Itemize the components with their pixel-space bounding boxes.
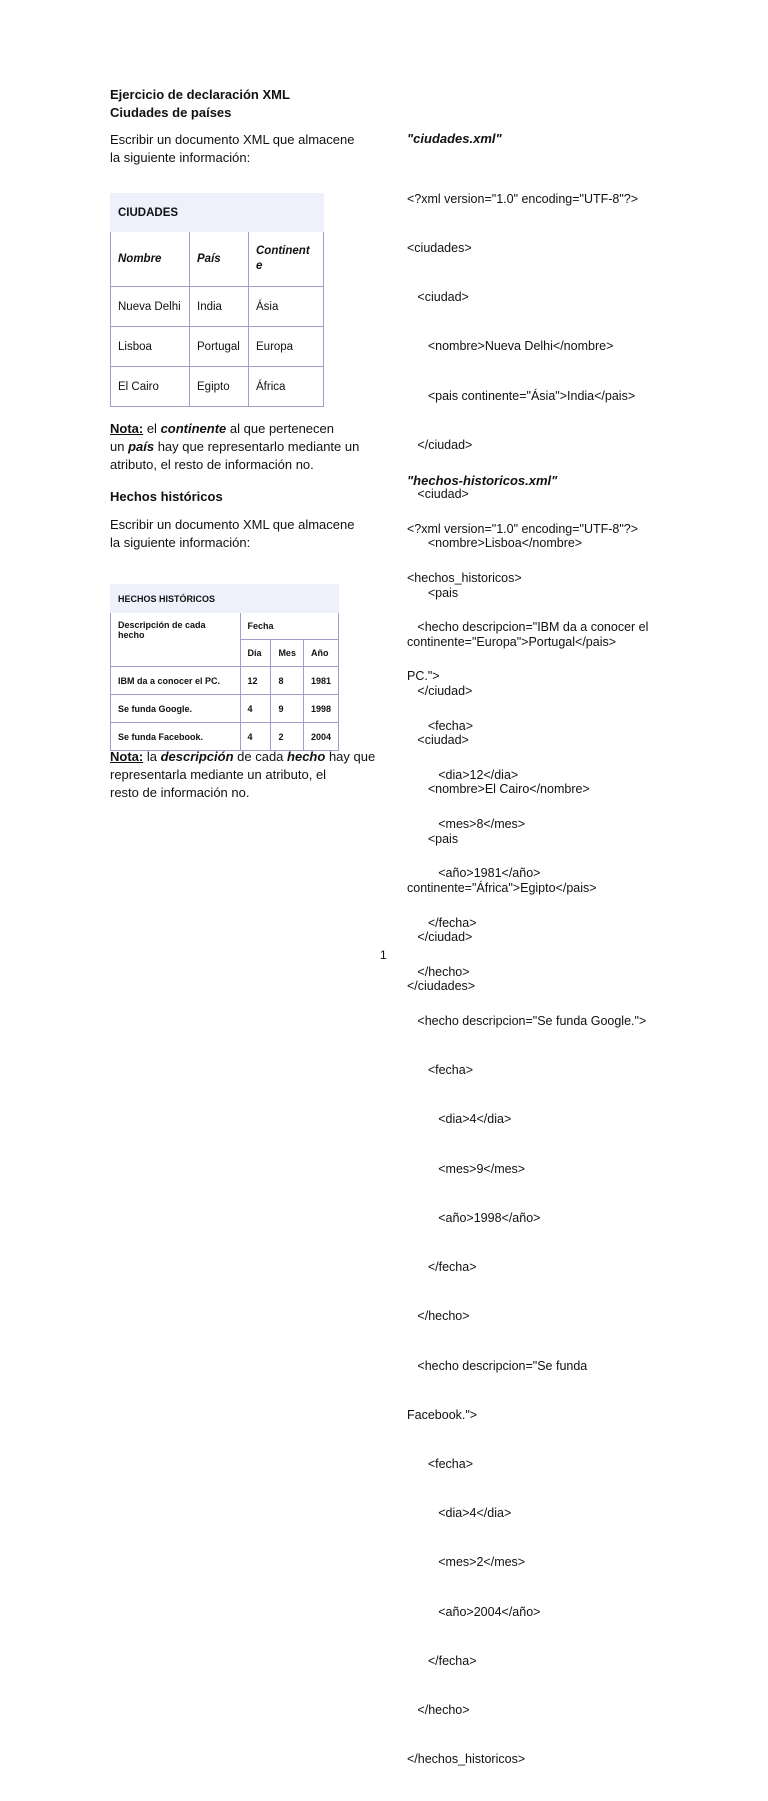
code-line: <hecho descripcion="Se funda <box>407 1358 588 1373</box>
cell-continente: Europa <box>249 327 324 367</box>
intro-2-line-2: la siguiente información: <box>110 535 251 550</box>
cell-dia: 4 <box>240 723 271 751</box>
code-line: <mes>2</mes> <box>407 1555 526 1570</box>
code-line: </fecha> <box>407 1653 477 1668</box>
title-line-2: Ciudades de países <box>110 105 232 120</box>
table-row <box>111 287 324 327</box>
header-mes: Mes <box>271 640 304 667</box>
code-line: <hecho descripcion="Se funda Google."> <box>407 1014 647 1028</box>
code-line: </ciudad> <box>407 437 473 452</box>
cell-descripcion: IBM da a conocer el PC. <box>111 667 241 695</box>
cell-descripcion: Se funda Google. <box>111 695 241 723</box>
cell-nombre: Nueva Delhi <box>111 287 190 327</box>
header-anio: Año <box>303 640 338 667</box>
code-line: <ciudad> <box>407 733 469 748</box>
note-1-line-3: atributo, el resto de información no. <box>110 457 314 472</box>
code-line: <ciudad> <box>407 290 469 305</box>
code-line: continente="África">Egipto</pais> <box>407 880 597 895</box>
code-line: <hecho descripcion="IBM da a conocer el <box>407 620 649 635</box>
code-line: continente="Europa">Portugal</pais> <box>407 634 617 649</box>
code-line: <dia>4</dia> <box>407 1112 512 1127</box>
table-row <box>111 695 339 723</box>
code-title-ciudades: "ciudades.xml" <box>407 131 502 146</box>
table-header-row <box>111 232 324 287</box>
cell-pais: India <box>190 287 249 327</box>
table-row <box>111 667 339 695</box>
table-row <box>111 723 339 751</box>
code-line: <fecha> <box>407 718 474 733</box>
code-line: <nombre>El Cairo</nombre> <box>407 782 590 797</box>
intro-2-line-1: Escribir un documento XML que almacene <box>110 517 355 532</box>
note-emphasis: continente <box>160 421 227 436</box>
intro-paragraph-2 <box>110 516 354 552</box>
page-title <box>110 86 290 122</box>
code-line: <mes>9</mes> <box>407 1161 526 1176</box>
table-row <box>111 367 324 407</box>
intro-1-line-2: la siguiente información: <box>110 150 251 165</box>
header-pais: País <box>190 232 249 287</box>
code-line: <dia>12</dia> <box>407 767 519 782</box>
events-table <box>110 584 339 751</box>
cell-dia: 4 <box>240 695 271 723</box>
header-nombre: Nombre <box>111 232 190 287</box>
cell-mes: 8 <box>271 667 304 695</box>
code-line: Facebook."> <box>407 1407 478 1422</box>
cell-anio: 1998 <box>303 695 338 723</box>
note-1-line-1 <box>110 420 359 438</box>
code-line: </fecha> <box>407 1260 477 1275</box>
note-text: un <box>110 439 129 454</box>
header-continente <box>249 232 324 287</box>
code-line: <dia>4</dia> <box>407 1506 512 1521</box>
cell-anio: 1981 <box>303 667 338 695</box>
code-line: <año>2004</año> <box>407 1604 541 1619</box>
cell-continente: Ásia <box>249 287 324 327</box>
note-emphasis: hecho <box>287 749 326 764</box>
code-line: <nombre>Nueva Delhi</nombre> <box>407 339 614 354</box>
cell-pais: Portugal <box>190 327 249 367</box>
cell-dia: 12 <box>240 667 271 695</box>
code-line: <nombre>Lisboa</nombre> <box>407 536 583 551</box>
intro-paragraph-1 <box>110 131 354 167</box>
note-text: hay que <box>325 749 376 764</box>
cell-nombre: Lisboa <box>111 327 190 367</box>
cell-mes: 2 <box>271 723 304 751</box>
note-label: Nota: <box>110 421 144 436</box>
note-2-line-3: resto de información no. <box>110 785 250 800</box>
note-text: hay que representarlo mediante un <box>154 439 360 454</box>
intro-1-line-1: Escribir un documento XML que almacene <box>110 132 355 147</box>
note-label: Nota: <box>110 749 144 764</box>
code-line: </fecha> <box>407 915 477 930</box>
note-2 <box>110 748 375 802</box>
page-number: 1 <box>380 948 387 962</box>
note-emphasis: país <box>128 439 155 454</box>
note-text: al que pertenecen <box>226 421 334 436</box>
note-1 <box>110 420 359 474</box>
code-line: <hechos_historicos> <box>407 571 522 586</box>
cell-nombre: El Cairo <box>111 367 190 407</box>
code-line: PC."> <box>407 669 440 684</box>
code-line: </ciudades> <box>407 979 476 994</box>
code-line: <fecha> <box>407 1456 474 1471</box>
note-text: el <box>143 421 161 436</box>
header-fecha: Fecha <box>240 613 338 640</box>
code-line: <año>1981</año> <box>407 866 541 881</box>
cities-table <box>110 193 324 407</box>
code-line: </ciudad> <box>407 684 473 698</box>
cell-descripcion: Se funda Facebook. <box>111 723 241 751</box>
code-line: <pais <box>407 831 459 846</box>
table-header-row <box>111 613 339 640</box>
code-line: <fecha> <box>407 1063 474 1078</box>
cell-anio: 2004 <box>303 723 338 751</box>
note-emphasis: descripción <box>160 749 234 764</box>
code-line: </hecho> <box>407 964 470 979</box>
code-line: </hechos_historicos> <box>407 1752 526 1767</box>
note-2-line-2: representarla mediante un atributo, el <box>110 767 327 782</box>
code-line: </hecho> <box>407 1703 470 1718</box>
header-continente-part-2: e <box>256 260 263 272</box>
code-line: <ciudades> <box>407 241 472 256</box>
code-line: <año>1998</año> <box>407 1210 541 1225</box>
table-row <box>111 327 324 367</box>
header-dia: Día <box>240 640 271 667</box>
events-table-caption: HECHOS HISTÓRICOS <box>111 585 339 613</box>
cities-table-caption: CIUDADES <box>111 194 324 232</box>
note-text: la <box>143 749 161 764</box>
section-title-hechos: Hechos históricos <box>110 489 223 504</box>
code-line: <?xml version="1.0" encoding="UTF-8"?> <box>407 521 639 536</box>
header-continente-part-1: Continent <box>256 245 310 257</box>
code-line: </ciudad> <box>407 930 473 945</box>
code-line: </hecho> <box>407 1309 470 1324</box>
code-title-hechos: "hechos-historicos.xml" <box>407 473 558 488</box>
cell-pais: Egipto <box>190 367 249 407</box>
code-block-hechos <box>407 488 648 1801</box>
code-line: <ciudad> <box>407 487 469 502</box>
cell-continente: África <box>249 367 324 407</box>
code-line: <pais <box>407 585 459 600</box>
note-1-line-2 <box>110 438 359 456</box>
header-descripcion: Descripción de cada hecho <box>111 613 241 667</box>
code-line: <pais continente="Ásia">India</pais> <box>407 388 636 403</box>
note-2-line-1 <box>110 748 375 766</box>
title-line-1: Ejercicio de declaración XML <box>110 87 290 102</box>
code-line: <mes>8</mes> <box>407 817 526 832</box>
code-line: <?xml version="1.0" encoding="UTF-8"?> <box>407 191 639 206</box>
note-text: de cada <box>233 749 288 764</box>
cell-mes: 9 <box>271 695 304 723</box>
